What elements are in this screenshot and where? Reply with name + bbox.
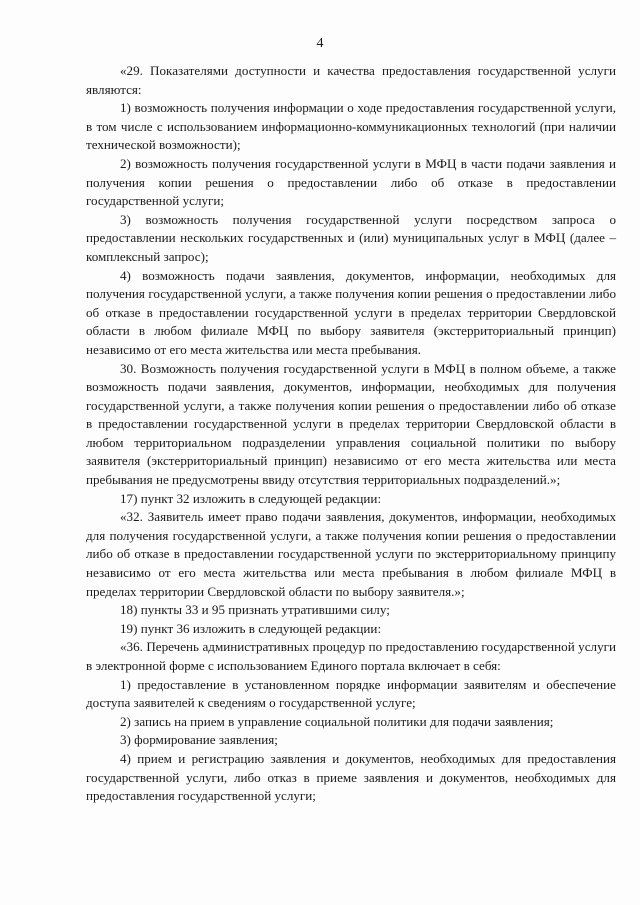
- paragraph: 18) пункты 33 и 95 признать утратившими силу;: [120, 602, 390, 618]
- paragraph: 1) предоставление в установленном порядке информации заявителям и обеспечение доступа заявителей к сведениям о государственной услуге;: [86, 676, 616, 711]
- page-number: 4: [316, 36, 324, 51]
- paragraph: 2) запись на прием в управление социальной политики для подачи заявления;: [120, 713, 554, 729]
- paragraph: «29. Показателями доступности и качества предоставления государственной услуги являются:: [86, 63, 616, 97]
- paragraph: 3) возможность получения государственной услуги посредством запроса о предоставлении нескольких государственных и (или) муниципальных услуг в МФЦ (далее – комплексный запрос);: [86, 211, 616, 264]
- paragraph: «32. Заявитель имеет право подачи заявления, документов, информации, необходимых для получения государственной услуги, а также получения копии решения о предоставлении либо об отказе в предоставлении государственной услуги по экстерриториальному принципу независимо от его места жительства или места пребывания в любом филиале МФЦ в пределах территории Свердловской области по выбору заявителя.»;: [86, 509, 616, 599]
- paragraph: 3) формирование заявления;: [120, 732, 278, 748]
- paragraph: 1) возможность получения информации о ходе предоставления государственной услуги, в том числе с использованием информационно-коммуникационных технологий (при наличии технической возможности);: [86, 100, 616, 153]
- document-body: [86, 62, 616, 806]
- paragraph: 2) возможность получения государственной услуги в МФЦ в части подачи заявления и получения копии решения о предоставлении либо об отказе в предоставлении государственной услуги;: [86, 155, 616, 209]
- paragraph: 4) прием и регистрацию заявления и документов, необходимых для предоставления государственной услуги, либо отказ в приеме заявления и документов, необходимых для предоставления государственной услуги;: [86, 750, 616, 804]
- paragraph: 19) пункт 36 изложить в следующей редакции:: [120, 620, 382, 636]
- paragraph: «36. Перечень административных процедур по предоставлению государственной услуги в электронной форме с использованием Единого портала включает в себя:: [86, 639, 616, 673]
- paragraph: 17) пункт 32 изложить в следующей редакции:: [120, 490, 382, 506]
- paragraph: 30. Возможность получения государственной услуги в МФЦ в полном объеме, а также возможность подачи заявления, документов, информации, необходимых для получения государственной услуги, а также получения копии решения о предоставлении либо об отказе в предоставлении государственной услуги в пределах территории Свердловской области в любом территориальном подразделении управления социальной политики по выбору заявителя (экстерриториальный принцип) независимо от его места жительства или места пребывания не предусмотрены ввиду отсутствия территориальных подразделений.»;: [86, 360, 616, 488]
- paragraph: 4) возможность подачи заявления, документов, информации, необходимых для получения государственной услуги, а также получения копии решения о предоставлении либо об отказе в предоставлении государственной услуги в пределах территории Свердловской области в любом филиале МФЦ по выбору заявителя (экстерриториальный принцип) независимо от его места жительства или места пребывания.: [86, 267, 616, 357]
